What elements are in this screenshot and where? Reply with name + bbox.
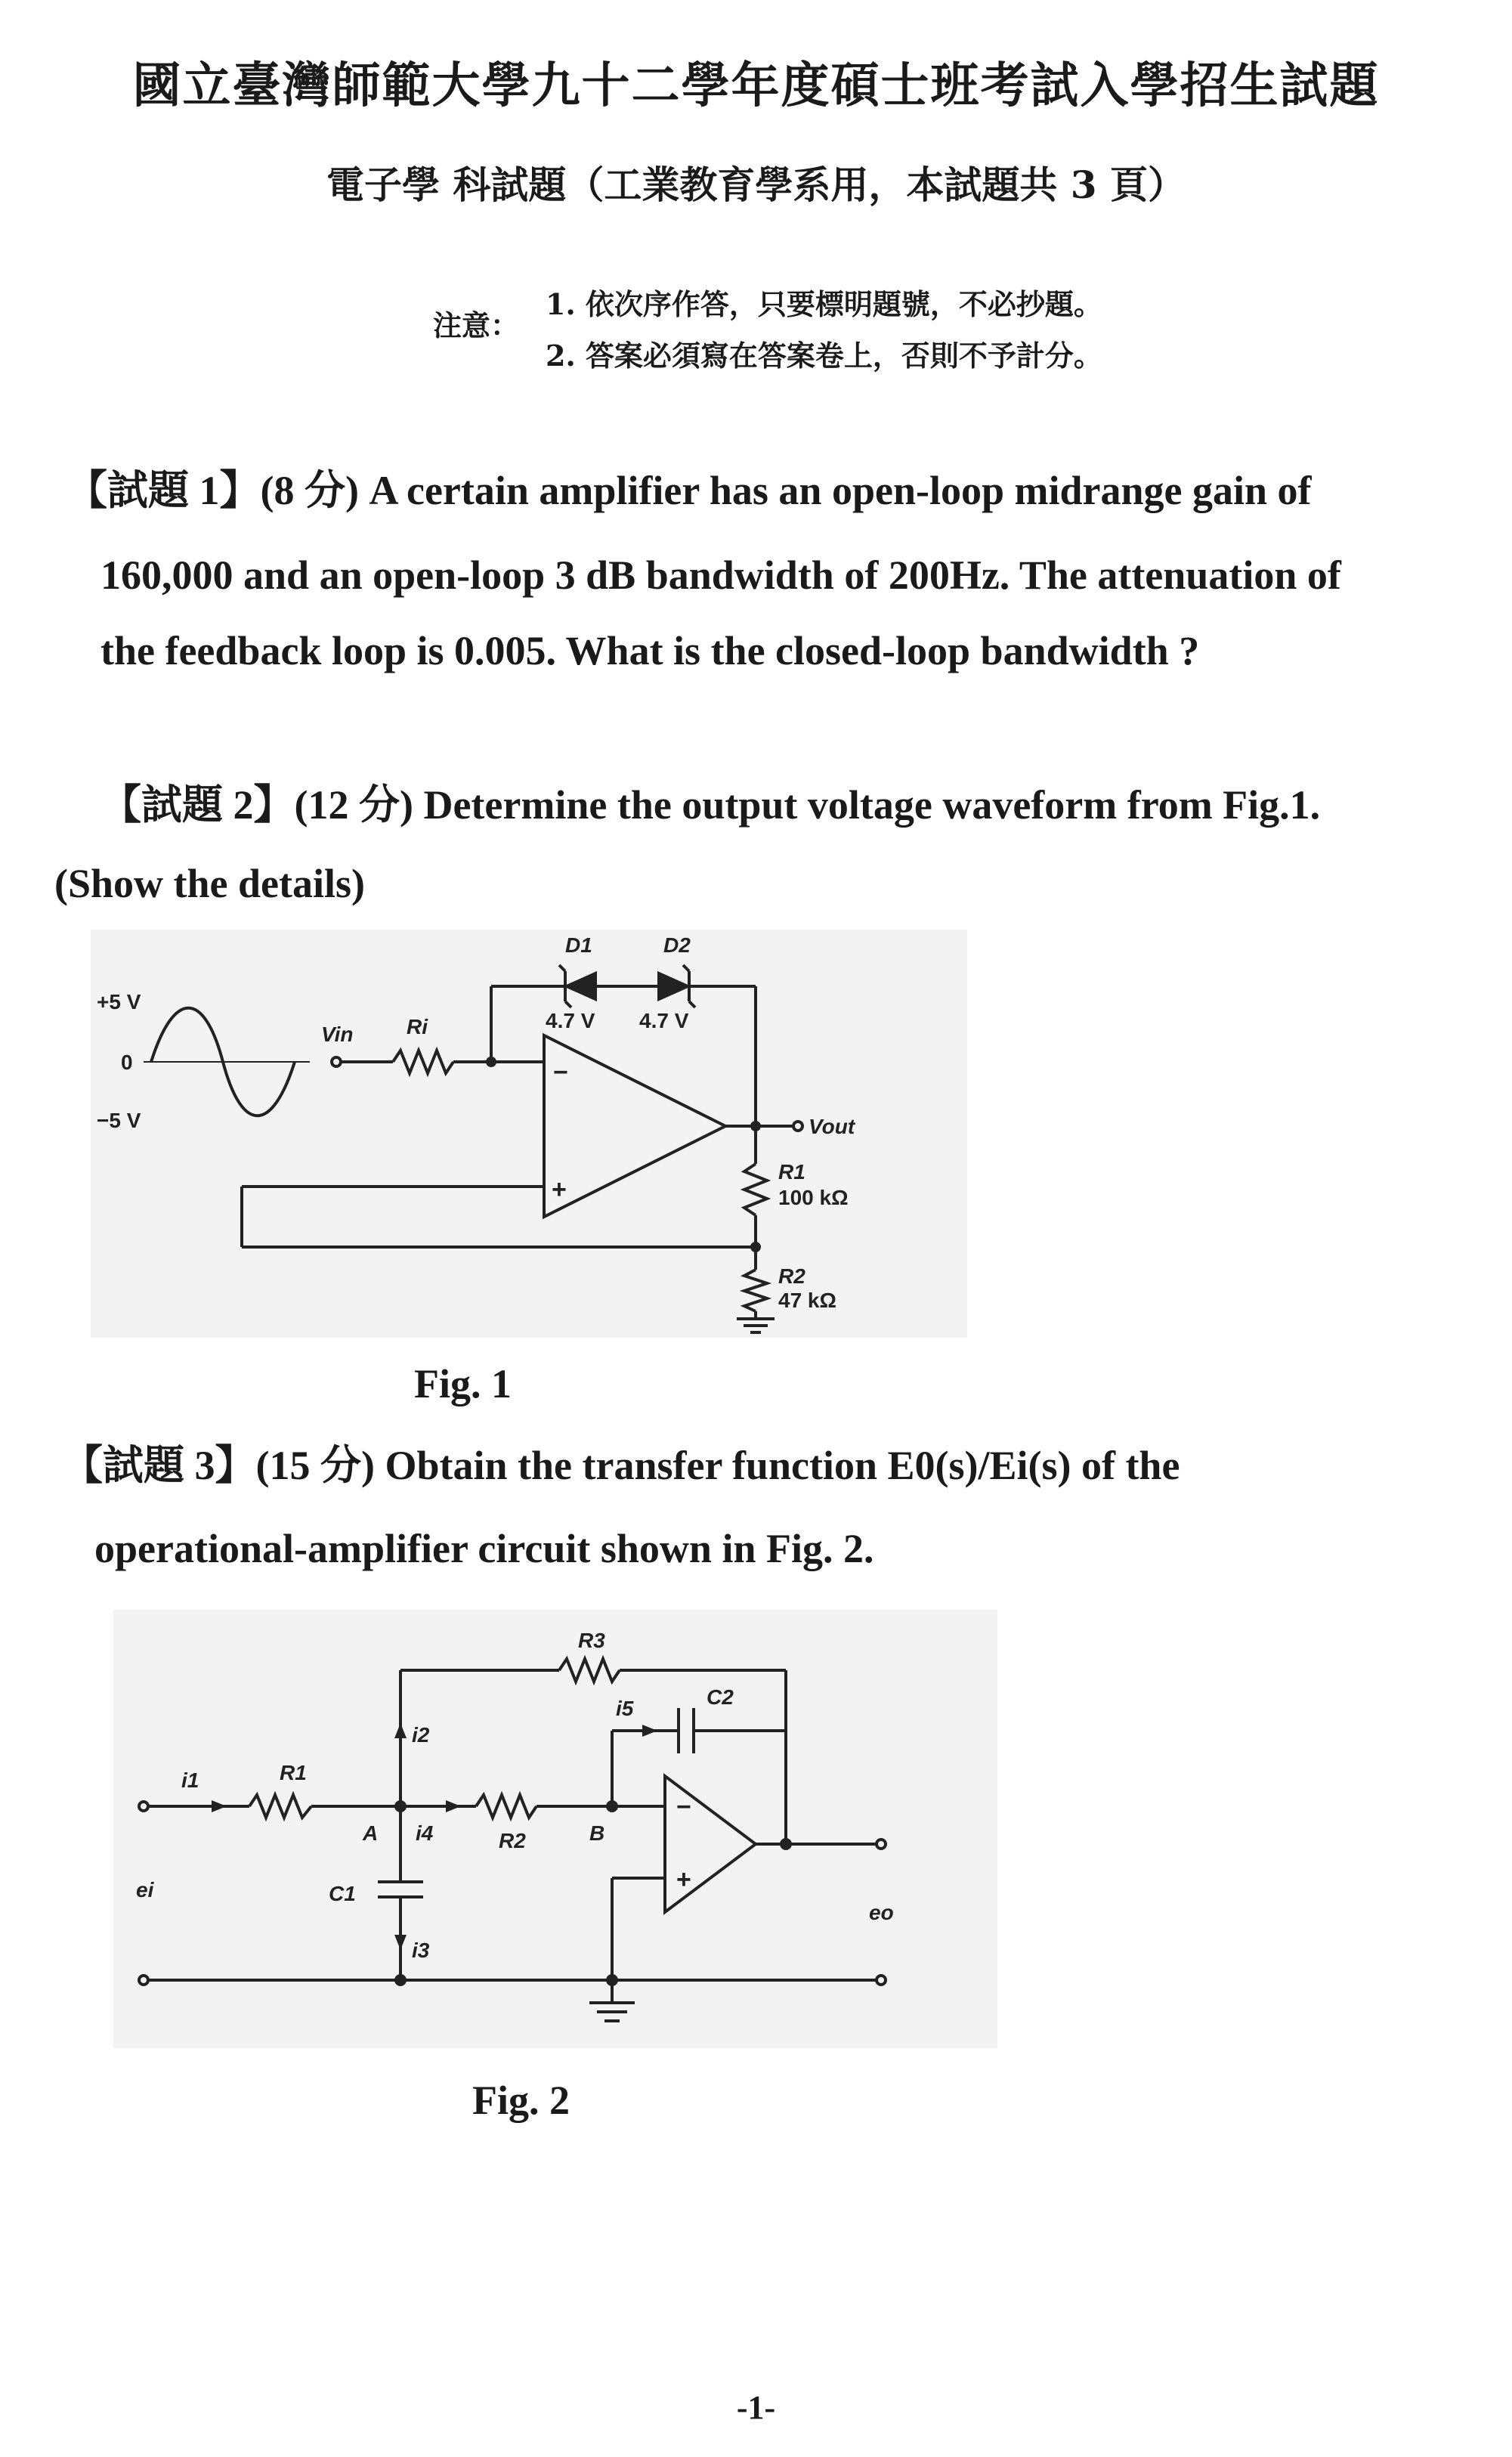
- question-3-line-2: operational-amplifier circuit shown in Fig. 2.: [94, 1526, 874, 1571]
- notice-item-2: 2. 答案必須寫在答案卷上，否則不予計分。: [546, 339, 1102, 373]
- label-opamp-plus: +: [676, 1865, 691, 1894]
- figure-2-circuit: [113, 1610, 997, 2048]
- label-r2: R2: [778, 1264, 805, 1288]
- label-d2: D2: [663, 933, 691, 957]
- exam-title: 國立臺灣師範大學九十二學年度碩士班考試入學招生試題: [132, 57, 1380, 114]
- question-1-line-1: 【試題 1】(8 分) A certain amplifier has an open-loop midrange gain of: [66, 468, 1312, 513]
- arrow-i4-icon: [446, 1800, 461, 1812]
- exam-subtitle: 電子學 科試題（工業教育學系用，本試題共 3 頁）: [326, 162, 1186, 207]
- page-number: -1-: [736, 2389, 776, 2426]
- arrow-i5-icon: [642, 1725, 657, 1737]
- label-c1: C1: [329, 1882, 356, 1905]
- label-r2: R2: [499, 1829, 526, 1852]
- figure-2-caption: Fig. 2: [472, 2078, 570, 2123]
- label-opamp-minus: −: [553, 1058, 568, 1087]
- label-r1-value: 100 kΩ: [778, 1186, 849, 1209]
- label-node-b: B: [589, 1821, 605, 1845]
- resistor-r2-icon: [476, 1795, 536, 1818]
- label-i3: i3: [412, 1939, 430, 1962]
- question-3-line-1: 【試題 3】(15 分) Obtain the transfer function E0(s)/Ei(s) of the: [62, 1443, 1180, 1488]
- diode-d2-icon: [659, 973, 688, 999]
- label-v-zero: 0: [121, 1051, 133, 1074]
- label-d2-value: 4.7 V: [639, 1009, 689, 1032]
- figure-2: [113, 1610, 997, 2048]
- resistor-r1-icon: [249, 1795, 311, 1818]
- resistor-ri-icon: [393, 1051, 453, 1073]
- notice-item-1: 1. 依次序作答，只要標明題號，不必抄題。: [546, 287, 1102, 321]
- label-v-pos: +5 V: [97, 990, 141, 1013]
- notice-label: 注意：: [433, 308, 520, 342]
- label-i2: i2: [412, 1723, 430, 1747]
- label-i5: i5: [616, 1697, 634, 1720]
- label-i4: i4: [416, 1821, 434, 1845]
- question-2-line-1: 【試題 2】(12 分) Determine the output voltage waveform from Fig.1.: [100, 782, 1321, 828]
- label-c2: C2: [707, 1685, 734, 1709]
- resistor-r3-icon: [559, 1659, 620, 1682]
- label-ri: Ri: [407, 1015, 428, 1038]
- label-v-neg: −5 V: [97, 1109, 141, 1132]
- label-ei: ei: [136, 1878, 154, 1902]
- question-1-line-2: 160,000 and an open-loop 3 dB bandwidth of 200Hz. The attenuation of: [100, 552, 1341, 598]
- figure-1-circuit: [91, 930, 967, 1338]
- label-node-a: A: [363, 1821, 379, 1845]
- label-vout: Vout: [809, 1115, 855, 1138]
- question-2-line-2: (Show the details): [54, 861, 366, 906]
- label-d1: D1: [565, 933, 592, 957]
- question-1-line-3: the feedback loop is 0.005. What is the closed-loop bandwidth ?: [100, 628, 1200, 673]
- label-r3: R3: [578, 1629, 605, 1652]
- label-r1: R1: [280, 1761, 307, 1784]
- arrow-i1-icon: [212, 1800, 227, 1812]
- resistor-r2-icon: [744, 1270, 767, 1311]
- figure-1: [91, 930, 967, 1338]
- label-vin: Vin: [321, 1023, 354, 1046]
- label-eo: eo: [869, 1901, 894, 1924]
- label-r2-value: 47 kΩ: [778, 1289, 836, 1312]
- label-r1: R1: [778, 1160, 805, 1184]
- label-i1: i1: [181, 1768, 199, 1792]
- arrow-i2-icon: [394, 1723, 407, 1738]
- diode-d1-icon: [567, 973, 595, 999]
- label-opamp-plus: +: [552, 1175, 567, 1204]
- label-opamp-minus: −: [676, 1793, 691, 1821]
- figure-1-caption: Fig. 1: [414, 1361, 512, 1406]
- resistor-r1-icon: [744, 1164, 767, 1215]
- label-d1-value: 4.7 V: [546, 1009, 595, 1032]
- opamp-icon: [544, 1035, 725, 1217]
- arrow-i3-icon: [394, 1935, 407, 1950]
